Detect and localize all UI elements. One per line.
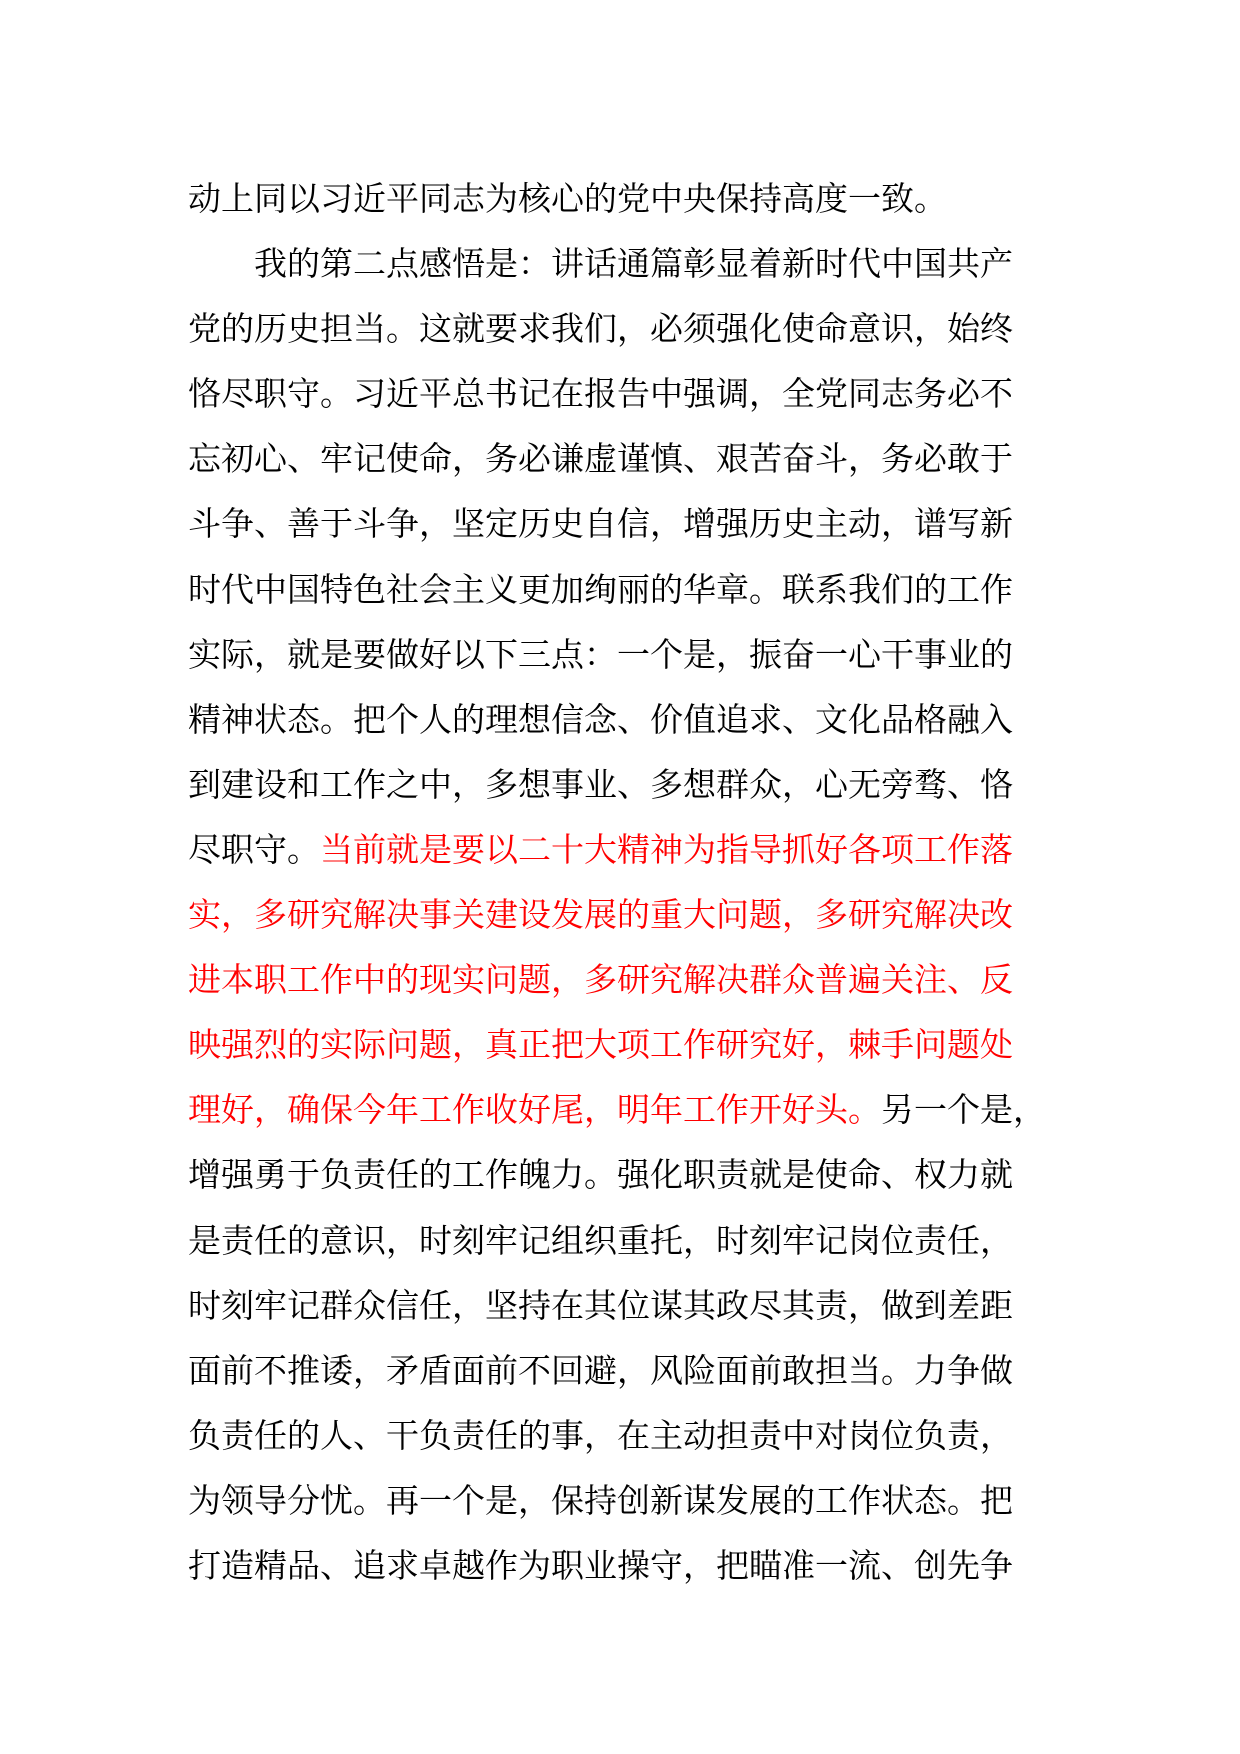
- text-line: [188, 882, 1088, 947]
- text-line: [188, 1273, 1088, 1338]
- body-text: [188, 166, 1088, 1598]
- text-segment: 动上同以习近平同志为核心的党中央保持高度一致。: [188, 179, 947, 218]
- text-segment: 尽职守。: [188, 829, 320, 869]
- text-segment: 为领导分忧。再一个是，保持创新谋发展的工作状态。把: [188, 1480, 1013, 1520]
- text-line: [188, 1533, 1088, 1598]
- highlighted-text-segment: 实，多研究解决事关建设发展的重大问题，多研究解决改: [188, 895, 1013, 935]
- text-line: [188, 166, 1088, 231]
- text-line: [188, 752, 1088, 817]
- text-line: [188, 1077, 1088, 1142]
- text-segment: 忘初心、牢记使命，务必谦虚谨慎、艰苦奋斗，务必敢于: [188, 439, 1013, 479]
- text-line: [188, 687, 1088, 752]
- text-line: [188, 491, 1088, 556]
- text-segment: 时刻牢记群众信任，坚持在其位谋其政尽其责，做到差距: [188, 1285, 1013, 1325]
- highlighted-text-segment: 理好，确保今年工作收好尾，明年工作开好头。: [188, 1090, 881, 1130]
- text-line: [188, 1012, 1088, 1077]
- text-line: [188, 1468, 1088, 1533]
- text-line: [188, 557, 1088, 622]
- text-segment: 党的历史担当。这就要求我们，必须强化使命意识，始终: [188, 309, 1013, 349]
- text-line: [188, 1338, 1088, 1403]
- text-segment: 精神状态。把个人的理想信念、价值追求、文化品格融入: [188, 699, 1013, 739]
- text-line: [188, 1208, 1088, 1273]
- text-line: [188, 426, 1088, 491]
- text-line: [188, 361, 1088, 426]
- text-line: [188, 817, 1088, 882]
- text-segment: 时代中国特色社会主义更加绚丽的华章。联系我们的工作: [188, 569, 1013, 609]
- text-line: [188, 947, 1088, 1012]
- text-segment: 面前不推诿，矛盾面前不回避，风险面前敢担当。力争做: [188, 1350, 1013, 1390]
- text-segment: 打造精品、追求卓越作为职业操守，把瞄准一流、创先争: [188, 1545, 1013, 1585]
- text-line: [188, 1403, 1088, 1468]
- text-line: [188, 622, 1088, 687]
- text-segment: 实际，就是要做好以下三点：一个是，振奋一心干事业的: [188, 634, 1013, 674]
- highlighted-text-segment: 映强烈的实际问题，真正把大项工作研究好，棘手问题处: [188, 1025, 1013, 1065]
- text-segment: 增强勇于负责任的工作魄力。强化职责就是使命、权力就: [188, 1155, 1013, 1195]
- highlighted-text-segment: 当前就是要以二十大精神为指导抓好各项工作落: [320, 829, 1013, 869]
- highlighted-text-segment: 进本职工作中的现实问题，多研究解决群众普遍关注、反: [188, 960, 1013, 1000]
- text-segment: 我的第二点感悟是：讲话通篇彰显着新时代中国共产: [188, 244, 1013, 284]
- text-segment: 斗争、善于斗争，坚定历史自信，增强历史主动，谱写新: [188, 504, 1013, 544]
- text-segment: 是责任的意识，时刻牢记组织重托，时刻牢记岗位责任，: [188, 1220, 1013, 1260]
- text-segment: 到建设和工作之中，多想事业、多想群众，心无旁骛、恪: [188, 764, 1013, 804]
- text-segment: 负责任的人、干负责任的事，在主动担责中对岗位负责，: [188, 1415, 1013, 1455]
- text-line: [188, 1142, 1088, 1207]
- text-line: [188, 231, 1088, 296]
- text-line: [188, 296, 1088, 361]
- text-segment: 另一个是，: [881, 1090, 1046, 1130]
- text-segment: 恪尽职守。习近平总书记在报告中强调，全党同志务必不: [188, 374, 1013, 414]
